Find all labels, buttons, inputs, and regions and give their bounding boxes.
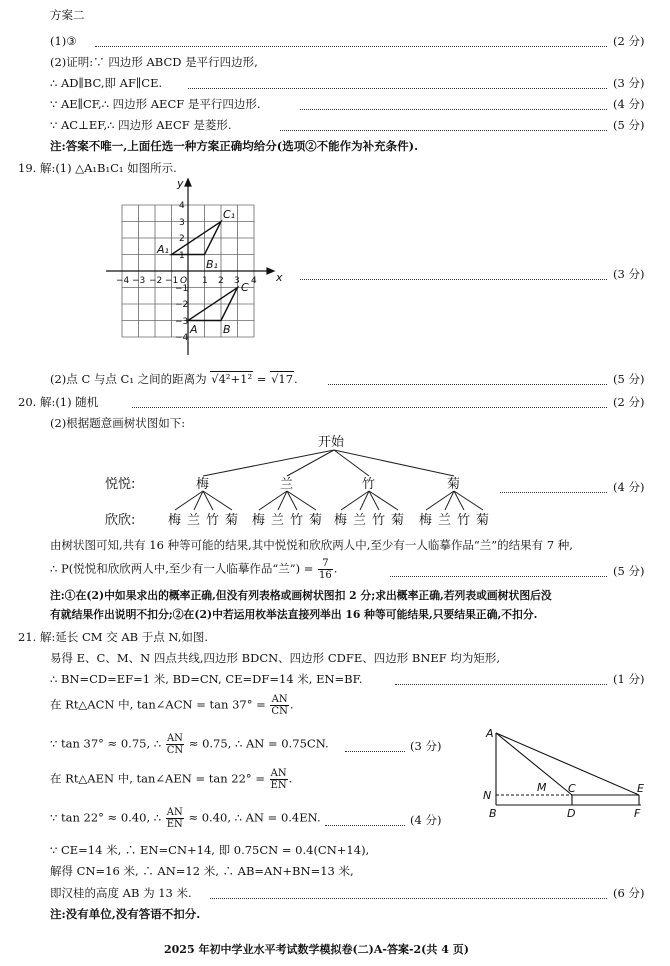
x-tick: −3 [132,276,146,286]
point-label-C1: C₁ [223,208,236,221]
text: . [333,561,338,576]
point-label-A1: A₁ [157,243,169,256]
tree-node-l2: 梅 [419,513,433,528]
tree-row-label-yueyue: 悦悦: [105,477,136,492]
q21-line5 [50,733,329,756]
tree-node-l2: 兰 [187,513,201,528]
sqrt-expression: √4²+1² [211,372,253,386]
leader-dots [390,576,607,577]
tree-node-l2: 菊 [391,513,405,528]
q21-line3: ∴ BN=CD=EF=1 米, BD=CN, CE=DF=14 米, EN=BF. [50,672,363,686]
score: (3 分) [613,267,645,281]
leader-dots [325,825,405,826]
q20-line3: 由树状图可知,共有 16 种等可能的结果,其中悦悦和欣欣两人中,至少有一人临摹作品“兰”的结果有 7 种, [50,538,573,552]
q21-line8: ∵ CE=14 米, ∴ EN=CN+14, 即 0.75CN = 0.4(CN+14), [50,843,370,857]
text: = [253,372,271,386]
tree-node-l2: 兰 [438,513,452,528]
leader-dots [280,130,607,131]
plan2-line1: (1)③ [50,34,77,48]
fraction: $\frac{AN}{EN}$ [166,807,183,830]
tree-node-l2: 竹 [206,513,220,528]
tree-node-l1: 梅 [196,477,210,492]
point-label-C: C [568,782,576,795]
q21-note: 注:没有单位,没有答语不扣分. [50,907,201,921]
y-tick: −1 [175,284,189,294]
x-tick: 4 [251,276,257,286]
tree-node-l2: 兰 [353,513,367,528]
leader-dots [210,898,607,899]
q20-note-line1: 注:①在(2)中如果求出的概率正确,但没有列表格或画树状图扣 2 分;求出概率正确,若列表或画树状图后没 [50,589,552,602]
point-label-A: A [190,323,198,336]
leader-dots [328,384,607,385]
tree-node-l2: 竹 [290,513,304,528]
fraction: $\frac{AN}{CN}$ [166,733,184,756]
q20-line2: (2)根据题意画树状图如下: [50,416,186,430]
q21-head: 21. 解:延长 CM 交 AB 于点 N,如图. [18,630,209,644]
x-tick: 2 [218,276,224,286]
x-tick: −1 [165,276,179,286]
x-tick: −2 [149,276,163,286]
fraction: $\frac{AN}{CN}$ [271,694,288,717]
point-label-D: D [567,807,576,820]
score: (4 分) [613,480,645,494]
fraction: $\frac{AN}{EN}$ [270,768,287,791]
leader-dots [132,407,607,408]
tree-node-l1: 竹 [362,477,376,492]
text: (2)点 C 与点 C₁ 之间的距离为 [50,372,211,386]
leader-dots [300,279,607,280]
score: (5 分) [613,372,645,386]
q19-line2 [50,372,298,387]
leader-dots [395,684,607,685]
fraction: $\frac{7}{16}$ [319,558,332,581]
y-tick: 4 [179,201,185,211]
y-tick: 3 [179,218,185,228]
q21-line10: 即汉桂的高度 AB 为 13 米. [50,886,192,900]
y-tick: 2 [179,234,185,244]
x-tick: 1 [202,276,208,286]
q21-line6 [50,768,292,791]
point-label-N: N [483,789,492,802]
tree-node-l2: 菊 [309,513,323,528]
text: ≈ 0.40, ∴ AN = 0.4EN. [184,810,321,825]
tree-node-l2: 竹 [457,513,471,528]
y-axis-label: y [177,177,184,190]
q20-tree-diagram [100,430,510,530]
point-label-B: B [223,323,231,336]
q20-line4 [50,558,337,581]
q21-geometry-figure [476,725,656,825]
point-label-E: E [637,782,644,795]
point-label-B1: B₁ [206,258,218,271]
text: 在 Rt△ACN 中, tan∠ACN = tan 37° = [50,697,270,712]
text: ∵ tan 22° ≈ 0.40, ∴ [50,810,165,825]
point-label-A: A [486,727,494,740]
leader-dots [300,109,607,110]
sqrt-result: √17 [271,372,294,386]
y-tick: −3 [175,317,189,327]
score: (1 分) [613,672,645,686]
score: (3 分) [613,76,645,90]
q21-line7 [50,807,321,830]
point-label-M: M [537,781,547,794]
text: . [289,697,294,712]
x-axis-label: x [276,271,283,284]
plan2-line2: (2)证明:∵ 四边形 ABCD 是平行四边形, [50,55,258,69]
tree-node-l2: 菊 [225,513,239,528]
q21-line2: 易得 E、C、M、N 四点共线,四边形 BDCN、四边形 CDFE、四边形 BNEF 均为矩形, [50,651,501,665]
q20-head: 20. 解:(1) 随机 [18,395,99,409]
score: (3 分) [410,739,442,753]
score: (5 分) [613,118,645,132]
tree-node-l2: 梅 [252,513,266,528]
x-tick: −4 [116,276,130,286]
y-tick: −2 [175,300,189,310]
text: ∴ P(悦悦和欣欣两人中,至少有一人临摹作品“兰”) = [50,561,318,576]
tree-node-l1: 菊 [447,477,461,492]
q21-line4 [50,694,293,717]
plan2-note: 注:答案不唯一,上面任选一种方案正确均给分(选项②不能作为补充条件). [50,139,419,153]
tree-root-label: 开始 [318,435,345,450]
tree-node-l2: 梅 [168,513,182,528]
y-tick: −4 [175,333,189,343]
point-label-F: F [634,807,641,820]
tree-node-l2: 兰 [271,513,285,528]
q20-note-line2: 有就结果作出说明不扣分;②在(2)中若运用枚举法直接列举出 16 种等可能结果,只要结果正确,不扣分. [50,608,538,621]
x-tick: 3 [234,276,240,286]
score: (5 分) [613,564,645,578]
q19-head: 19. 解:(1) △A₁B₁C₁ 如图所示. [18,161,177,175]
tree-node-l2: 菊 [476,513,490,528]
point-label-C: C [241,281,249,294]
leader-dots [345,751,405,752]
text: . [294,372,298,386]
plan2-line5: ∵ AC⊥EF,∴ 四边形 AECF 是菱形. [50,118,232,132]
score: (6 分) [613,886,645,900]
text: ≈ 0.75, ∴ AN = 0.75CN. [185,736,329,751]
origin-label: O [180,276,188,286]
text: ∵ tan 37° ≈ 0.75, ∴ [50,736,165,751]
leader-dots [95,46,607,47]
q21-line9: 解得 CN=16 米, ∴ AN=12 米, ∴ AB=AN+BN=13 米, [50,864,354,878]
text: . [288,771,293,786]
plan2-line4: ∵ AE∥CF,∴ 四边形 AECF 是平行四边形. [50,97,261,111]
tree-node-l2: 竹 [372,513,386,528]
tree-node-l1: 兰 [280,477,294,492]
point-label-B: B [489,807,497,820]
score: (4 分) [613,97,645,111]
q19-coordinate-graph [104,175,284,365]
plan2-title: 方案二 [50,8,85,22]
text: 在 Rt△AEN 中, tan∠AEN = tan 22° = [50,771,269,786]
score: (2 分) [613,395,645,409]
leader-dots [500,492,607,493]
plan2-line3: ∴ AD∥BC,即 AF∥CE. [50,76,163,90]
page-footer: 2025 年初中学业水平考试数学模拟卷(二)A-答案-2(共 4 页) [164,943,469,956]
tree-row-label-xinxin: 欣欣: [105,513,136,528]
tree-node-l2: 梅 [334,513,348,528]
score: (4 分) [410,813,442,827]
y-tick: 1 [179,251,185,261]
leader-dots [188,88,607,89]
score: (2 分) [613,34,645,48]
